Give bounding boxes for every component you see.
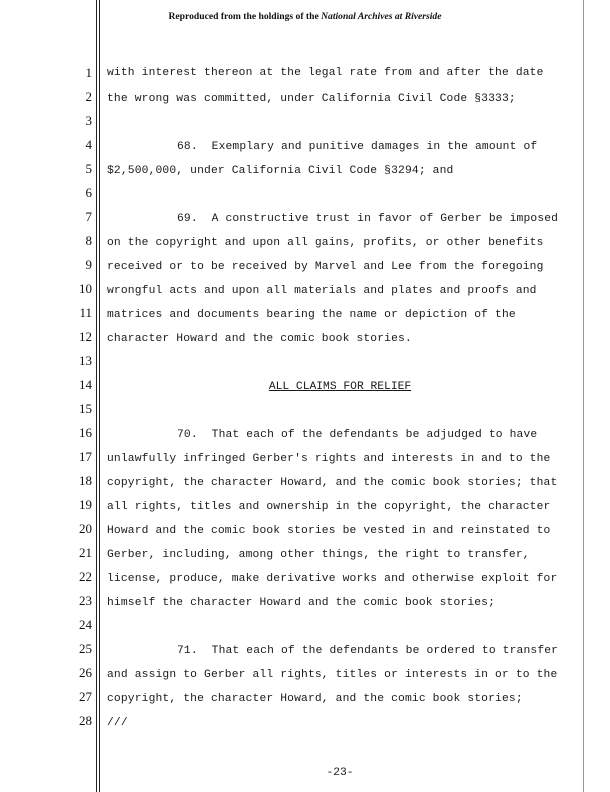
line-number: 18 <box>79 473 92 488</box>
line-number: 23 <box>79 593 92 608</box>
text-line: received or to be received by Marvel and Lee from the foregoing <box>107 261 544 273</box>
line-number: 22 <box>79 569 92 584</box>
line-number: 21 <box>79 545 92 560</box>
text-line: the wrong was committed, under California Civil Code §3333; <box>107 93 516 105</box>
text-line: with interest thereon at the legal rate from and after the date <box>107 67 544 79</box>
line-number: 1 <box>85 65 92 80</box>
line-number: 24 <box>79 617 92 632</box>
paragraph-71-start: 71. That each of the defendants be ordered to transfer <box>177 645 559 657</box>
line-number: 8 <box>85 233 92 248</box>
text-line: $2,500,000, under California Civil Code §3294; and <box>107 165 454 177</box>
left-margin-rule-inner <box>99 0 100 792</box>
page-number: -23- <box>326 767 354 779</box>
line-number: 12 <box>79 329 92 344</box>
text-line: copyright, the character Howard, and the comic book stories; <box>107 693 523 705</box>
line-number: 4 <box>85 137 92 152</box>
line-number: 19 <box>79 497 92 512</box>
line-number: 10 <box>79 281 92 296</box>
line-number: 17 <box>79 449 92 464</box>
text-line: matrices and documents bearing the name or depiction of the <box>107 309 516 321</box>
text-line: copyright, the character Howard, and the comic book stories; that <box>107 477 558 489</box>
left-margin-rule <box>96 0 97 792</box>
text-line: Gerber, including, among other things, the right to transfer, <box>107 549 530 561</box>
paragraph-68-start: 68. Exemplary and punitive damages in the amount of <box>177 141 538 153</box>
line-number: 2 <box>85 89 92 104</box>
line-number: 7 <box>85 209 92 224</box>
text-line: on the copyright and upon all gains, profits, or other benefits <box>107 237 544 249</box>
line-number: 15 <box>79 401 92 416</box>
line-number: 13 <box>79 353 92 368</box>
text-line: Howard and the comic book stories be vested in and reinstated to <box>107 525 551 537</box>
text-line: and assign to Gerber all rights, titles or interests in or to the <box>107 669 558 681</box>
section-heading: ALL CLAIMS FOR RELIEF <box>268 381 412 393</box>
text-line: himself the character Howard and the comic book stories; <box>107 597 496 609</box>
line-number: 28 <box>79 713 92 728</box>
paragraph-70-start: 70. That each of the defendants be adjudged to have <box>177 429 538 441</box>
line-number: 20 <box>79 521 92 536</box>
line-number: 3 <box>85 113 92 128</box>
text-line: all rights, titles and ownership in the copyright, the character <box>107 501 551 513</box>
header-prefix: Reproduced from the holdings of the <box>168 11 322 22</box>
line-number: 27 <box>79 689 92 704</box>
right-margin-rule <box>583 0 584 792</box>
line-number: 14 <box>79 377 92 392</box>
header-archive-name: National Archives at Riverside <box>321 11 442 22</box>
line-number: 11 <box>79 305 92 320</box>
text-line: character Howard and the comic book stories. <box>107 333 412 345</box>
continuation-marker: /// <box>107 717 128 729</box>
archive-header <box>0 11 610 22</box>
text-line: unlawfully infringed Gerber's rights and interests in and to the <box>107 453 551 465</box>
line-number: 16 <box>79 425 92 440</box>
paragraph-69-start: 69. A constructive trust in favor of Gerber be imposed <box>177 213 559 225</box>
line-number: 5 <box>85 161 92 176</box>
line-number: 6 <box>85 185 92 200</box>
text-line: license, produce, make derivative works and otherwise exploit for <box>107 573 558 585</box>
line-number: 26 <box>79 665 92 680</box>
text-line: wrongful acts and upon all materials and plates and proofs and <box>107 285 537 297</box>
line-number: 25 <box>79 641 92 656</box>
line-number: 9 <box>85 257 92 272</box>
